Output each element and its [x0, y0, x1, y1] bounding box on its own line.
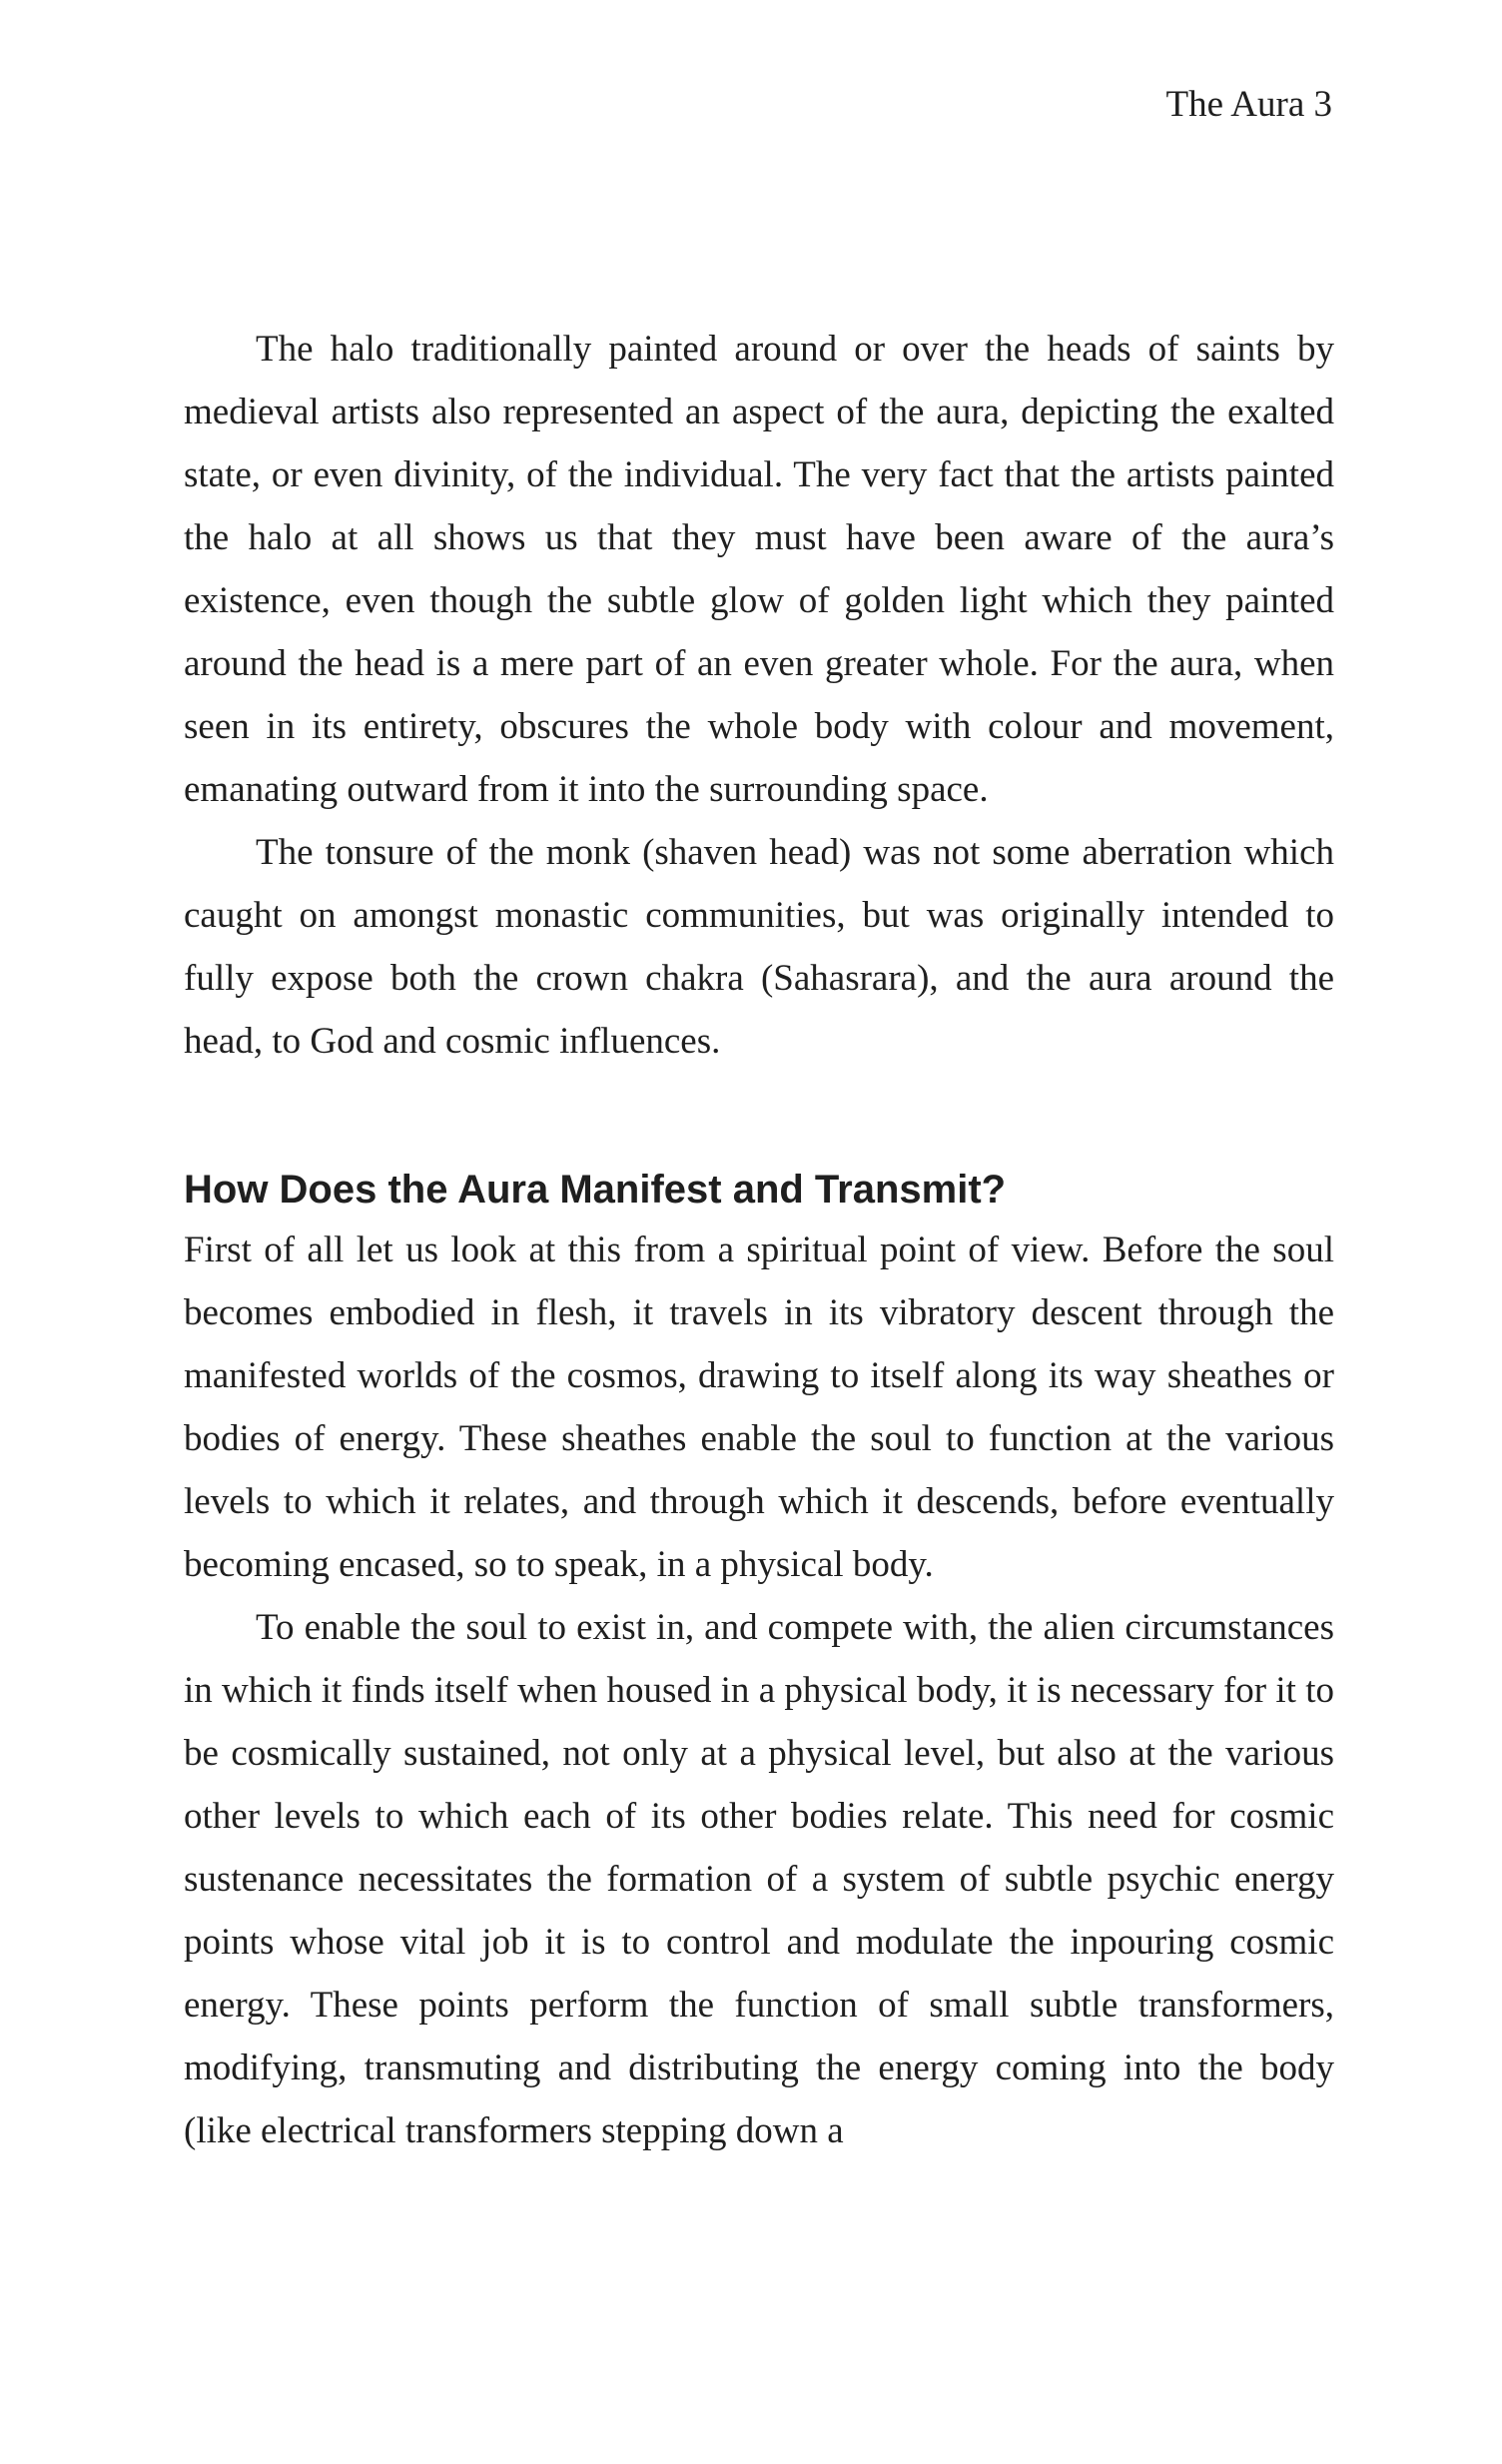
running-header: The Aura 3 — [1165, 84, 1332, 125]
page-body — [184, 318, 1334, 2162]
paragraph-halo: The halo traditionally painted around or over the heads of saints by medieval artists also represented an aspect of the aura, depicting the exalted state, or even divinity, of the individual. The very fact that the artists painted the halo at all shows us that they must have been aware of the aura’s existence, even though the subtle glow of golden light which they painted around the head is a mere part of an even greater whole. For the aura, when seen in its entirety, obscures the whole body with colour and movement, emanating outward from it into the surrounding space. — [184, 329, 1334, 810]
paragraph-cosmic-sustenance: To enable the soul to exist in, and compete with, the alien circumstances in which it finds itself when housed in a physical body, it is necessary for it to be cosmically sustained, not only at a physical level, but also at the various other levels to which each of its other bodies relate. This need for cosmic sustenance necessitates the formation of a system of subtle psychic energy points whose vital job it is to control and modulate the inpouring cosmic energy. These points perform the function of small subtle transformers, modifying, transmuting and distributing the energy coming into the body (like electrical transformers stepping down a — [184, 1607, 1334, 2151]
paragraph-spiritual-view: First of all let us look at this from a spiritual point of view. Before the soul becomes embodied in flesh, it travels in its vibratory descent through the manifested worlds of the cosmos, drawing to itself along its way sheathes or bodies of energy. These sheathes enable the soul to function at the various levels to which it relates, and through which it descends, before eventually becoming encased, so to speak, in a physical body. — [184, 1230, 1334, 1585]
paragraph-tonsure: The tonsure of the monk (shaven head) was not some aberration which caught on amongst monastic communities, but was originally intended to fully expose both the crown chakra (Sahasrara), and the aura around the head, to God and cosmic influences. — [184, 832, 1334, 1062]
section-heading: How Does the Aura Manifest and Transmit? — [184, 1168, 1007, 1212]
